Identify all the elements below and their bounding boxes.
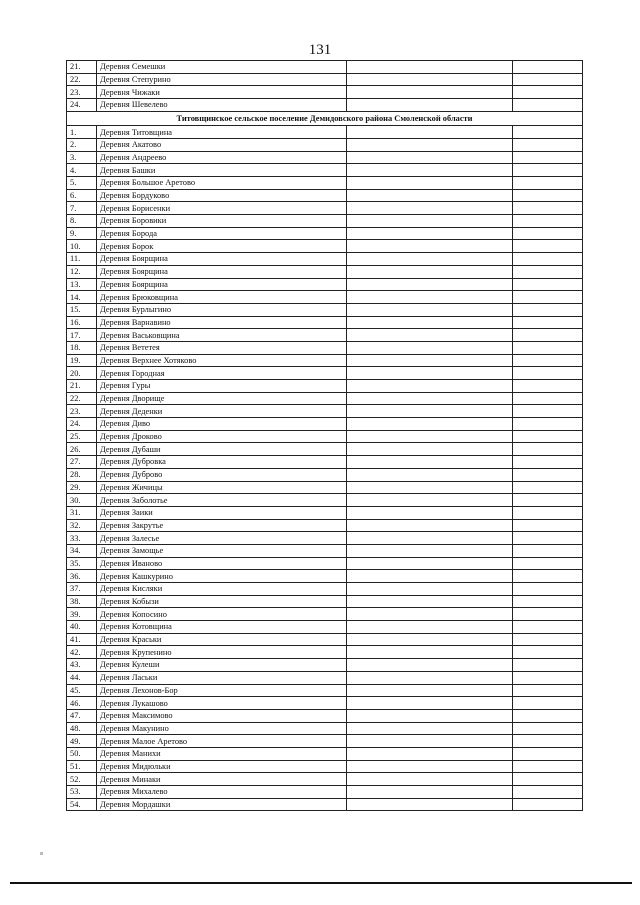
settlement-name: Деревня Котовщина xyxy=(97,621,347,634)
table-row xyxy=(67,659,583,672)
table-row xyxy=(67,595,583,608)
empty-cell xyxy=(347,494,513,507)
row-number: 31. xyxy=(67,506,97,519)
row-number: 8. xyxy=(67,215,97,228)
table-row xyxy=(67,621,583,634)
settlement-name: Деревня Чижаки xyxy=(97,86,347,99)
settlement-name: Деревня Макунино xyxy=(97,722,347,735)
empty-cell xyxy=(513,126,583,139)
settlement-name: Деревня Кобызи xyxy=(97,595,347,608)
settlement-name: Деревня Закрутье xyxy=(97,519,347,532)
row-number: 49. xyxy=(67,735,97,748)
settlement-name: Деревня Дубровка xyxy=(97,456,347,469)
settlement-name: Деревня Копосино xyxy=(97,608,347,621)
empty-cell xyxy=(513,151,583,164)
empty-cell xyxy=(347,341,513,354)
table-row xyxy=(67,709,583,722)
table-row xyxy=(67,786,583,799)
empty-cell xyxy=(513,506,583,519)
table-row xyxy=(67,215,583,228)
empty-cell xyxy=(513,316,583,329)
settlement-name: Деревня Башки xyxy=(97,164,347,177)
empty-cell xyxy=(347,430,513,443)
settlement-name: Деревня Мидюльки xyxy=(97,760,347,773)
empty-cell xyxy=(513,227,583,240)
settlement-name: Деревня Варнавино xyxy=(97,316,347,329)
table-row xyxy=(67,697,583,710)
page-bottom-rule xyxy=(10,882,632,884)
row-number: 1. xyxy=(67,126,97,139)
table-row xyxy=(67,99,583,112)
empty-cell xyxy=(513,735,583,748)
empty-cell xyxy=(513,405,583,418)
empty-cell xyxy=(347,583,513,596)
row-number: 42. xyxy=(67,646,97,659)
empty-cell xyxy=(347,202,513,215)
row-number: 19. xyxy=(67,354,97,367)
empty-cell xyxy=(513,329,583,342)
row-number: 22. xyxy=(67,392,97,405)
table-row xyxy=(67,773,583,786)
table-row xyxy=(67,138,583,151)
table-row xyxy=(67,481,583,494)
row-number: 37. xyxy=(67,583,97,596)
settlement-name: Деревня Деденки xyxy=(97,405,347,418)
table-row xyxy=(67,684,583,697)
row-number: 22. xyxy=(67,73,97,86)
settlement-name: Деревня Боярщина xyxy=(97,278,347,291)
table-row xyxy=(67,278,583,291)
empty-cell xyxy=(347,354,513,367)
table-row xyxy=(67,430,583,443)
table-row xyxy=(67,151,583,164)
empty-cell xyxy=(513,544,583,557)
empty-cell xyxy=(347,633,513,646)
empty-cell xyxy=(513,392,583,405)
table-row xyxy=(67,61,583,74)
row-number: 51. xyxy=(67,760,97,773)
settlement-name: Деревня Бордуково xyxy=(97,189,347,202)
table-row xyxy=(67,86,583,99)
settlement-name: Деревня Кисляки xyxy=(97,583,347,596)
row-number: 18. xyxy=(67,341,97,354)
table-row xyxy=(67,519,583,532)
empty-cell xyxy=(347,61,513,74)
table-row xyxy=(67,633,583,646)
empty-cell xyxy=(347,164,513,177)
empty-cell xyxy=(513,722,583,735)
empty-cell xyxy=(347,659,513,672)
empty-cell xyxy=(347,253,513,266)
empty-cell xyxy=(347,798,513,811)
table-row xyxy=(67,532,583,545)
empty-cell xyxy=(347,532,513,545)
empty-cell xyxy=(347,215,513,228)
settlement-name: Деревня Большое Аретово xyxy=(97,177,347,190)
empty-cell xyxy=(347,73,513,86)
table-row xyxy=(67,303,583,316)
empty-cell xyxy=(513,202,583,215)
settlement-name: Деревня Залесье xyxy=(97,532,347,545)
section-title: Титовщинское сельское поселение Демидовского района Смоленской области xyxy=(67,111,583,126)
empty-cell xyxy=(347,608,513,621)
table-row xyxy=(67,164,583,177)
table-row xyxy=(67,367,583,380)
empty-cell xyxy=(347,595,513,608)
row-number: 53. xyxy=(67,786,97,799)
table-row xyxy=(67,671,583,684)
empty-cell xyxy=(347,786,513,799)
empty-cell xyxy=(347,316,513,329)
table-row xyxy=(67,189,583,202)
row-number: 30. xyxy=(67,494,97,507)
empty-cell xyxy=(513,303,583,316)
empty-cell xyxy=(347,227,513,240)
settlement-name: Деревня Крупенино xyxy=(97,646,347,659)
empty-cell xyxy=(513,684,583,697)
table-row xyxy=(67,468,583,481)
settlement-name: Деревня Андреево xyxy=(97,151,347,164)
empty-cell xyxy=(513,99,583,112)
row-number: 10. xyxy=(67,240,97,253)
empty-cell xyxy=(513,671,583,684)
row-number: 11. xyxy=(67,253,97,266)
settlement-name: Деревня Дворище xyxy=(97,392,347,405)
table-row xyxy=(67,583,583,596)
settlement-name: Деревня Ласьки xyxy=(97,671,347,684)
empty-cell xyxy=(513,164,583,177)
settlement-name: Деревня Борода xyxy=(97,227,347,240)
row-number: 52. xyxy=(67,773,97,786)
empty-cell xyxy=(513,354,583,367)
settlement-name: Деревня Бурлыгино xyxy=(97,303,347,316)
settlement-name: Деревня Боярщина xyxy=(97,265,347,278)
settlement-name: Деревня Манихи xyxy=(97,747,347,760)
empty-cell xyxy=(347,278,513,291)
settlement-name: Деревня Титовщина xyxy=(97,126,347,139)
empty-cell xyxy=(347,735,513,748)
settlement-name: Деревня Кулеши xyxy=(97,659,347,672)
table-row xyxy=(67,73,583,86)
row-number: 7. xyxy=(67,202,97,215)
settlement-name: Деревня Дроково xyxy=(97,430,347,443)
row-number: 47. xyxy=(67,709,97,722)
row-number: 32. xyxy=(67,519,97,532)
table-row xyxy=(67,177,583,190)
empty-cell xyxy=(513,86,583,99)
settlement-name: Деревня Лукашово xyxy=(97,697,347,710)
settlement-name: Деревня Городная xyxy=(97,367,347,380)
empty-cell xyxy=(347,570,513,583)
row-number: 12. xyxy=(67,265,97,278)
empty-cell xyxy=(513,380,583,393)
table-row xyxy=(67,570,583,583)
row-number: 35. xyxy=(67,557,97,570)
empty-cell xyxy=(513,61,583,74)
row-number: 34. xyxy=(67,544,97,557)
table-row xyxy=(67,240,583,253)
empty-cell xyxy=(513,430,583,443)
settlement-name: Деревня Гуры xyxy=(97,380,347,393)
settlement-name: Деревня Боровики xyxy=(97,215,347,228)
row-number: 45. xyxy=(67,684,97,697)
settlement-name: Деревня Борисенки xyxy=(97,202,347,215)
row-number: 24. xyxy=(67,418,97,431)
empty-cell xyxy=(513,570,583,583)
settlement-name: Деревня Акатово xyxy=(97,138,347,151)
table-row xyxy=(67,418,583,431)
table-row xyxy=(67,456,583,469)
empty-cell xyxy=(513,456,583,469)
row-number: 24. xyxy=(67,99,97,112)
empty-cell xyxy=(347,265,513,278)
empty-cell xyxy=(513,798,583,811)
empty-cell xyxy=(347,519,513,532)
settlement-name: Деревня Замощье xyxy=(97,544,347,557)
scan-margin-mark xyxy=(40,852,43,855)
row-number: 33. xyxy=(67,532,97,545)
row-number: 17. xyxy=(67,329,97,342)
table-row xyxy=(67,227,583,240)
empty-cell xyxy=(513,481,583,494)
empty-cell xyxy=(513,494,583,507)
table-row xyxy=(67,722,583,735)
empty-cell xyxy=(513,443,583,456)
settlement-name: Деревня Мордашки xyxy=(97,798,347,811)
empty-cell xyxy=(513,608,583,621)
table-row xyxy=(67,494,583,507)
empty-cell xyxy=(513,621,583,634)
row-number: 27. xyxy=(67,456,97,469)
settlement-name: Деревня Михалево xyxy=(97,786,347,799)
empty-cell xyxy=(347,126,513,139)
empty-cell xyxy=(347,747,513,760)
empty-cell xyxy=(513,418,583,431)
empty-cell xyxy=(347,189,513,202)
empty-cell xyxy=(347,367,513,380)
table-row xyxy=(67,126,583,139)
empty-cell xyxy=(513,265,583,278)
table-row xyxy=(67,798,583,811)
settlement-name: Деревня Максимово xyxy=(97,709,347,722)
settlement-name: Деревня Диво xyxy=(97,418,347,431)
empty-cell xyxy=(513,633,583,646)
row-number: 9. xyxy=(67,227,97,240)
empty-cell xyxy=(513,341,583,354)
empty-cell xyxy=(347,671,513,684)
empty-cell xyxy=(347,621,513,634)
row-number: 48. xyxy=(67,722,97,735)
empty-cell xyxy=(513,583,583,596)
row-number: 21. xyxy=(67,380,97,393)
row-number: 14. xyxy=(67,291,97,304)
empty-cell xyxy=(513,786,583,799)
empty-cell xyxy=(513,659,583,672)
settlement-name: Деревня Боярщина xyxy=(97,253,347,266)
row-number: 21. xyxy=(67,61,97,74)
empty-cell xyxy=(513,367,583,380)
table-row xyxy=(67,608,583,621)
empty-cell xyxy=(347,722,513,735)
empty-cell xyxy=(347,468,513,481)
empty-cell xyxy=(347,405,513,418)
empty-cell xyxy=(347,392,513,405)
empty-cell xyxy=(347,443,513,456)
table-row xyxy=(67,392,583,405)
row-number: 4. xyxy=(67,164,97,177)
table-row xyxy=(67,253,583,266)
table-row xyxy=(67,735,583,748)
empty-cell xyxy=(347,418,513,431)
settlement-name: Деревня Васьковщина xyxy=(97,329,347,342)
table-row xyxy=(67,380,583,393)
empty-cell xyxy=(513,519,583,532)
empty-cell xyxy=(347,86,513,99)
row-number: 20. xyxy=(67,367,97,380)
empty-cell xyxy=(347,380,513,393)
empty-cell xyxy=(513,468,583,481)
empty-cell xyxy=(347,456,513,469)
table-row xyxy=(67,544,583,557)
row-number: 29. xyxy=(67,481,97,494)
empty-cell xyxy=(513,760,583,773)
settlement-name: Деревня Брюковщина xyxy=(97,291,347,304)
page-number: 131 xyxy=(308,42,332,58)
empty-cell xyxy=(513,291,583,304)
row-number: 23. xyxy=(67,405,97,418)
row-number: 25. xyxy=(67,430,97,443)
row-number: 36. xyxy=(67,570,97,583)
table-row xyxy=(67,202,583,215)
settlement-name: Деревня Лехонов-Бор xyxy=(97,684,347,697)
empty-cell xyxy=(513,278,583,291)
table-row xyxy=(67,646,583,659)
settlement-name: Деревня Степурино xyxy=(97,73,347,86)
empty-cell xyxy=(347,697,513,710)
table-row xyxy=(67,506,583,519)
settlement-name: Деревня Минаки xyxy=(97,773,347,786)
row-number: 46. xyxy=(67,697,97,710)
settlement-name: Деревня Дубаши xyxy=(97,443,347,456)
row-number: 39. xyxy=(67,608,97,621)
empty-cell xyxy=(513,73,583,86)
settlement-name: Деревня Заболотье xyxy=(97,494,347,507)
table-row xyxy=(67,747,583,760)
settlement-name: Деревня Заики xyxy=(97,506,347,519)
empty-cell xyxy=(513,138,583,151)
table-row xyxy=(67,760,583,773)
empty-cell xyxy=(347,151,513,164)
row-number: 23. xyxy=(67,86,97,99)
empty-cell xyxy=(347,177,513,190)
empty-cell xyxy=(347,646,513,659)
table-row xyxy=(67,341,583,354)
settlement-name: Деревня Малое Аретово xyxy=(97,735,347,748)
row-number: 38. xyxy=(67,595,97,608)
row-number: 5. xyxy=(67,177,97,190)
table-row xyxy=(67,291,583,304)
settlement-name: Деревня Дуброво xyxy=(97,468,347,481)
empty-cell xyxy=(347,544,513,557)
settlement-name: Деревня Краськи xyxy=(97,633,347,646)
registry-table-body xyxy=(67,61,583,811)
settlement-name: Деревня Иваново xyxy=(97,557,347,570)
empty-cell xyxy=(347,303,513,316)
settlement-name: Деревня Борок xyxy=(97,240,347,253)
table-row xyxy=(67,443,583,456)
row-number: 54. xyxy=(67,798,97,811)
row-number: 26. xyxy=(67,443,97,456)
table-row xyxy=(67,557,583,570)
empty-cell xyxy=(347,329,513,342)
table-row xyxy=(67,354,583,367)
empty-cell xyxy=(513,646,583,659)
empty-cell xyxy=(513,773,583,786)
empty-cell xyxy=(347,506,513,519)
row-number: 44. xyxy=(67,671,97,684)
empty-cell xyxy=(513,697,583,710)
empty-cell xyxy=(347,684,513,697)
section-header-row xyxy=(67,111,583,126)
row-number: 13. xyxy=(67,278,97,291)
empty-cell xyxy=(513,557,583,570)
row-number: 28. xyxy=(67,468,97,481)
settlement-name: Деревня Кашкурино xyxy=(97,570,347,583)
empty-cell xyxy=(513,532,583,545)
row-number: 41. xyxy=(67,633,97,646)
empty-cell xyxy=(347,291,513,304)
empty-cell xyxy=(347,240,513,253)
settlement-name: Деревня Вететея xyxy=(97,341,347,354)
empty-cell xyxy=(347,481,513,494)
table-row xyxy=(67,329,583,342)
table-row xyxy=(67,316,583,329)
settlement-name: Деревня Семешки xyxy=(97,61,347,74)
empty-cell xyxy=(513,595,583,608)
row-number: 2. xyxy=(67,138,97,151)
empty-cell xyxy=(513,189,583,202)
row-number: 3. xyxy=(67,151,97,164)
settlement-name: Деревня Верхнее Хотяково xyxy=(97,354,347,367)
settlement-name: Деревня Шевелево xyxy=(97,99,347,112)
empty-cell xyxy=(513,215,583,228)
empty-cell xyxy=(347,99,513,112)
row-number: 50. xyxy=(67,747,97,760)
empty-cell xyxy=(347,773,513,786)
empty-cell xyxy=(513,253,583,266)
settlement-registry-table xyxy=(66,60,583,811)
table-row xyxy=(67,265,583,278)
empty-cell xyxy=(513,747,583,760)
row-number: 16. xyxy=(67,316,97,329)
empty-cell xyxy=(347,760,513,773)
empty-cell xyxy=(347,709,513,722)
table-row xyxy=(67,405,583,418)
empty-cell xyxy=(513,177,583,190)
settlement-name: Деревня Жичицы xyxy=(97,481,347,494)
empty-cell xyxy=(513,709,583,722)
row-number: 6. xyxy=(67,189,97,202)
empty-cell xyxy=(347,138,513,151)
row-number: 15. xyxy=(67,303,97,316)
row-number: 40. xyxy=(67,621,97,634)
empty-cell xyxy=(513,240,583,253)
empty-cell xyxy=(347,557,513,570)
row-number: 43. xyxy=(67,659,97,672)
